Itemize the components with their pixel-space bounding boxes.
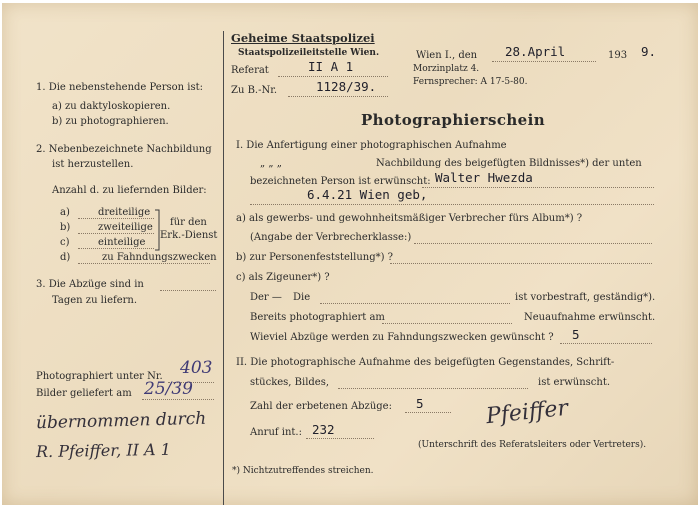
- how-many-line: [560, 343, 652, 344]
- left-item2-sub: ist herzustellen.: [52, 159, 134, 170]
- call-label: Anruf int.:: [250, 427, 302, 438]
- left-opt-c: einteilige: [98, 237, 146, 248]
- referat-value: II A 1: [308, 59, 354, 74]
- zub-value: 1128/39.: [316, 79, 377, 94]
- year-prefix: 193: [608, 50, 628, 61]
- signature: Pfeiffer: [484, 395, 570, 430]
- count-label: Zahl der erbetenen Abzüge:: [250, 401, 392, 412]
- bracket-text-2: Erk.-Dienst: [160, 230, 218, 241]
- year-suffix: 9.: [641, 44, 657, 59]
- left-opt-b-line: [78, 233, 154, 234]
- der-line: [320, 303, 510, 304]
- count-line: [405, 412, 451, 413]
- photographed-value: 403: [180, 358, 213, 378]
- count-value: 5: [416, 396, 424, 411]
- document-sheet: [2, 3, 698, 505]
- footnote: *) Nichtzutreffendes streichen.: [232, 466, 374, 476]
- handwritten-note-1: übernommen durch: [35, 408, 207, 434]
- left-opt-b-letter: b): [60, 222, 71, 233]
- how-many-label: Wieviel Abzüge werden zu Fahndungszwecken gewünscht ?: [250, 332, 554, 343]
- person-line-2: [250, 204, 654, 205]
- office-phone: Fernsprecher: A 17-5-80.: [413, 77, 528, 87]
- left-opt-d: zu Fahndungszwecken: [102, 252, 217, 263]
- person-line-1: [422, 187, 654, 188]
- referat-label: Referat: [231, 65, 269, 76]
- left-opt-a: dreiteilige: [98, 207, 151, 218]
- section2-line: [338, 388, 528, 389]
- left-item1-option-b: b) zu photographieren.: [52, 116, 169, 127]
- form-title: Photographierschein: [361, 111, 546, 129]
- left-item3-line: [160, 290, 216, 291]
- question-b-line: [390, 263, 652, 264]
- left-count-label: Anzahl d. zu liefernden Bilder:: [52, 185, 207, 196]
- office-subname: Staatspolizeileitstelle Wien.: [238, 48, 380, 58]
- left-item2-heading: 2. Nebenbezeichnete Nachbildung: [36, 144, 212, 155]
- die-label: Die: [293, 292, 311, 303]
- delivered-value: 25/39: [144, 379, 193, 399]
- question-a: a) als gewerbs- und gewohnheitsmäßiger Verbrecher fürs Album*) ?: [236, 213, 583, 224]
- office-name: Geheime Staatspolizei: [231, 31, 375, 45]
- left-item3-heading: 3. Die Abzüge sind in: [36, 279, 144, 290]
- left-opt-d-letter: d): [60, 252, 71, 263]
- delivered-line: [142, 399, 214, 400]
- how-many-value: 5: [572, 327, 580, 342]
- der-label: Der —: [250, 292, 282, 303]
- left-item3-sub: Tagen zu liefern.: [52, 295, 138, 306]
- city-date-label: Wien I., den: [416, 50, 478, 61]
- left-opt-c-letter: c): [60, 237, 70, 248]
- date-line: [492, 61, 596, 62]
- new-shot-text: Neuaufnahme erwünscht.: [524, 312, 656, 323]
- person-birth: 6.4.21 Wien geb,: [307, 187, 428, 202]
- bracket-text-1: für den: [170, 217, 207, 228]
- signature-caption: (Unterschrift des Referatsleiters oder Vertreters).: [418, 440, 647, 450]
- left-opt-a-line: [78, 218, 154, 219]
- section2-line1: II. Die photographische Aufnahme des beigefügten Gegenstandes, Schrift-: [236, 357, 615, 368]
- zub-label: Zu B.-Nr.: [231, 85, 278, 96]
- office-address: Morzinplatz 4.: [413, 64, 480, 74]
- call-line: [306, 438, 374, 439]
- delivered-label: Bilder geliefert am: [36, 388, 132, 399]
- referat-line: [278, 76, 388, 77]
- question-a-sub: (Angabe der Verbrecherklasse:): [250, 232, 412, 243]
- section1-quotes: „ „ „: [260, 158, 282, 169]
- question-c: c) als Zigeuner*) ?: [236, 272, 330, 283]
- section1-line1: I. Die Anfertigung einer photographischen Aufnahme: [236, 140, 507, 151]
- zub-line: [288, 96, 388, 97]
- left-opt-b: zweiteilige: [98, 222, 153, 233]
- call-value: 232: [312, 422, 335, 437]
- left-opt-d-line: [78, 263, 210, 264]
- question-a-line: [414, 243, 652, 244]
- section2-line2b: ist erwünscht.: [538, 377, 611, 388]
- section1-line2: Nachbildung des beigefügten Bildnisses*) der unten: [376, 158, 642, 169]
- person-name: Walter Hwezda: [435, 170, 533, 185]
- photographed-label: Photographiert unter Nr.: [36, 371, 163, 382]
- section1-line3: bezeichneten Person ist erwünscht:: [250, 176, 431, 187]
- left-opt-a-letter: a): [60, 207, 70, 218]
- already-label: Bereits photographiert am: [250, 312, 385, 323]
- left-item1-heading: 1. Die nebenstehende Person ist:: [36, 82, 203, 93]
- handwritten-note-2: R. Pfeiffer, II A 1: [35, 439, 172, 462]
- column-divider: [223, 31, 224, 505]
- section2-line2a: stückes, Bildes,: [250, 377, 330, 388]
- left-item1-option-a: a) zu daktyloskopieren.: [52, 101, 171, 112]
- question-b: b) zur Personenfeststellung*) ?: [236, 252, 394, 263]
- prior-text: ist vorbestraft, geständig*).: [515, 292, 656, 303]
- already-line: [382, 323, 512, 324]
- left-opt-c-line: [78, 248, 154, 249]
- date-day-month: 28.April: [505, 44, 566, 59]
